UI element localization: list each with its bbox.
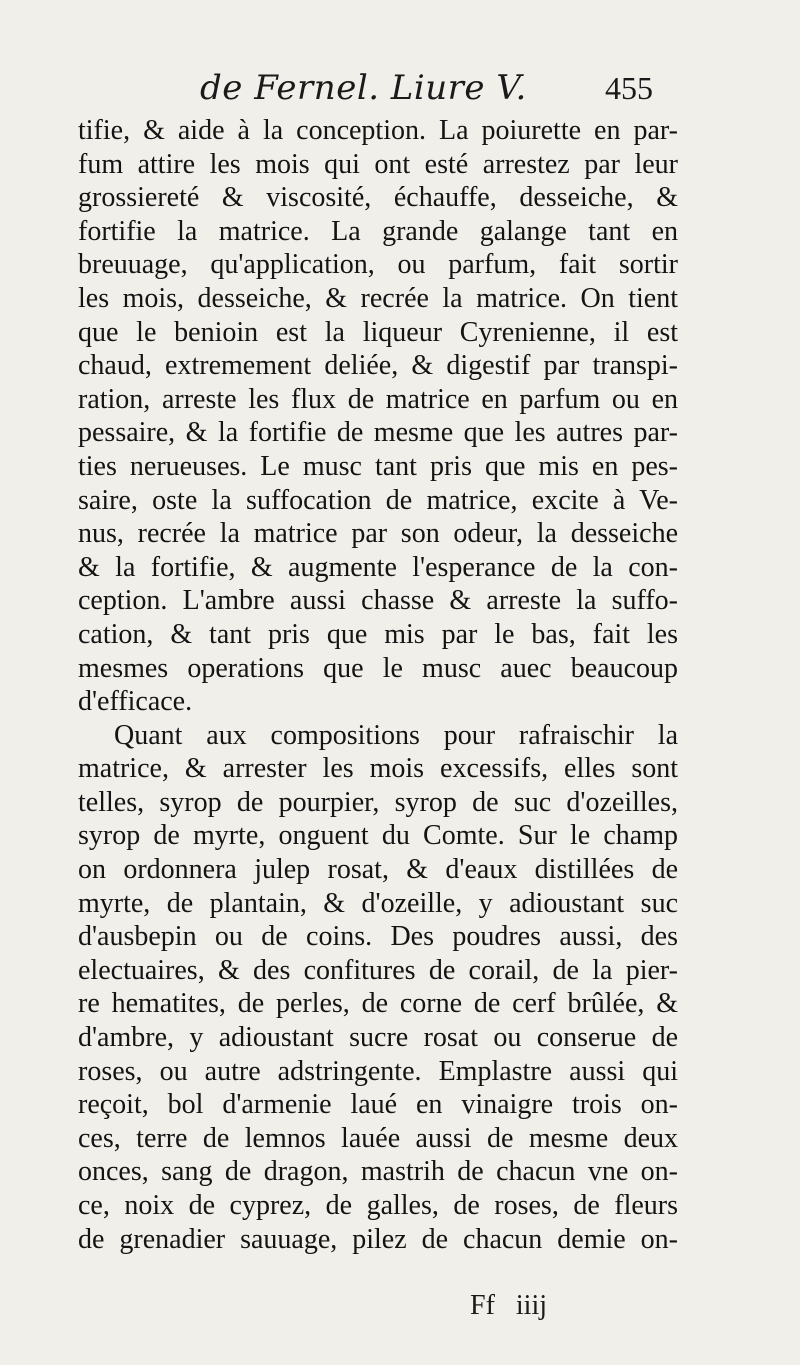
- text-line: ration, arreste les flux de matrice en parfum ou en: [78, 383, 678, 415]
- text-line: ces, terre de lemnos lauée aussi de mesme deux: [78, 1122, 678, 1154]
- text-line: saire, oste la suffocation de matrice, excite à Ve-: [78, 484, 678, 516]
- text-line: telles, syrop de pourpier, syrop de suc d'ozeilles,: [78, 786, 678, 818]
- running-head: de Fernel. Liure V.: [200, 68, 527, 108]
- text-line: d'efficace.: [78, 686, 193, 718]
- page-number: 455: [605, 70, 653, 106]
- signature-number: iiij: [515, 1290, 548, 1321]
- text-line: syrop de myrte, onguent du Comte. Sur le champ: [78, 820, 678, 852]
- text-line: matrice, & arrester les mois excessifs, elles sont: [78, 753, 678, 785]
- text-line: cation, & tant pris que mis par le bas, fait les: [78, 618, 678, 650]
- text-line: mesmes operations que le musc auec beaucoup: [78, 652, 678, 684]
- text-line: onces, sang de dragon, mastrih de chacun vne on-: [78, 1156, 678, 1188]
- body-text: [78, 114, 678, 1256]
- text-line: tifie, & aide à la conception. La poiurette en par-: [78, 115, 678, 146]
- text-line: ception. L'ambre aussi chasse & arreste la suffo-: [78, 585, 678, 617]
- text-line: Quant aux compositions pour rafraischir la: [114, 719, 678, 751]
- text-line: fortifie la matrice. La grande galange tant en: [78, 215, 678, 247]
- text-line: on ordonnera julep rosat, & d'eaux distillées de: [78, 854, 678, 886]
- text-line: grossiereté & viscosité, échauffe, desseiche, &: [78, 182, 678, 214]
- text-line: de grenadier sauuage, pilez de chacun demie on-: [78, 1223, 678, 1255]
- text-line: pessaire, & la fortifie de mesme que les autres par-: [78, 417, 678, 449]
- text-line: ties nerueuses. Le musc tant pris que mis en pes-: [78, 450, 678, 482]
- text-line: fum attire les mois qui ont esté arrestez par leur: [78, 148, 678, 180]
- text-line: re hematites, de perles, de corne de cerf brûlée, &: [78, 988, 678, 1020]
- text-line: que le benioin est la liqueur Cyrenienne, il est: [78, 316, 678, 348]
- text-line: d'ambre, y adioustant sucre rosat ou conserue de: [78, 1022, 678, 1054]
- text-line: breuuage, qu'application, ou parfum, fait sortir: [78, 249, 678, 281]
- text-line: d'ausbepin ou de coins. Des poudres aussi, des: [78, 921, 678, 953]
- text-line: electuaires, & des confitures de corail, de la pier-: [78, 954, 678, 986]
- text-line: roses, ou autre adstringente. Emplastre aussi qui: [78, 1055, 678, 1087]
- text-line: les mois, desseiche, & recrée la matrice. On tient: [78, 282, 678, 314]
- page-header: [0, 58, 800, 108]
- text-line: ce, noix de cyprez, de galles, de roses, de fleurs: [78, 1190, 678, 1221]
- signature-mark: [470, 1290, 547, 1322]
- text-line: reçoit, bol d'armenie laué en vinaigre trois on-: [78, 1089, 678, 1121]
- signature-letters: Ff: [470, 1290, 495, 1321]
- text-line: myrte, de plantain, & d'ozeille, y adioustant suc: [78, 887, 678, 919]
- text-line: chaud, extremement deliée, & digestif par transpi-: [78, 350, 678, 382]
- text-line: & la fortifie, & augmente l'esperance de la con-: [78, 551, 678, 583]
- text-line: nus, recrée la matrice par son odeur, la desseiche: [78, 518, 678, 550]
